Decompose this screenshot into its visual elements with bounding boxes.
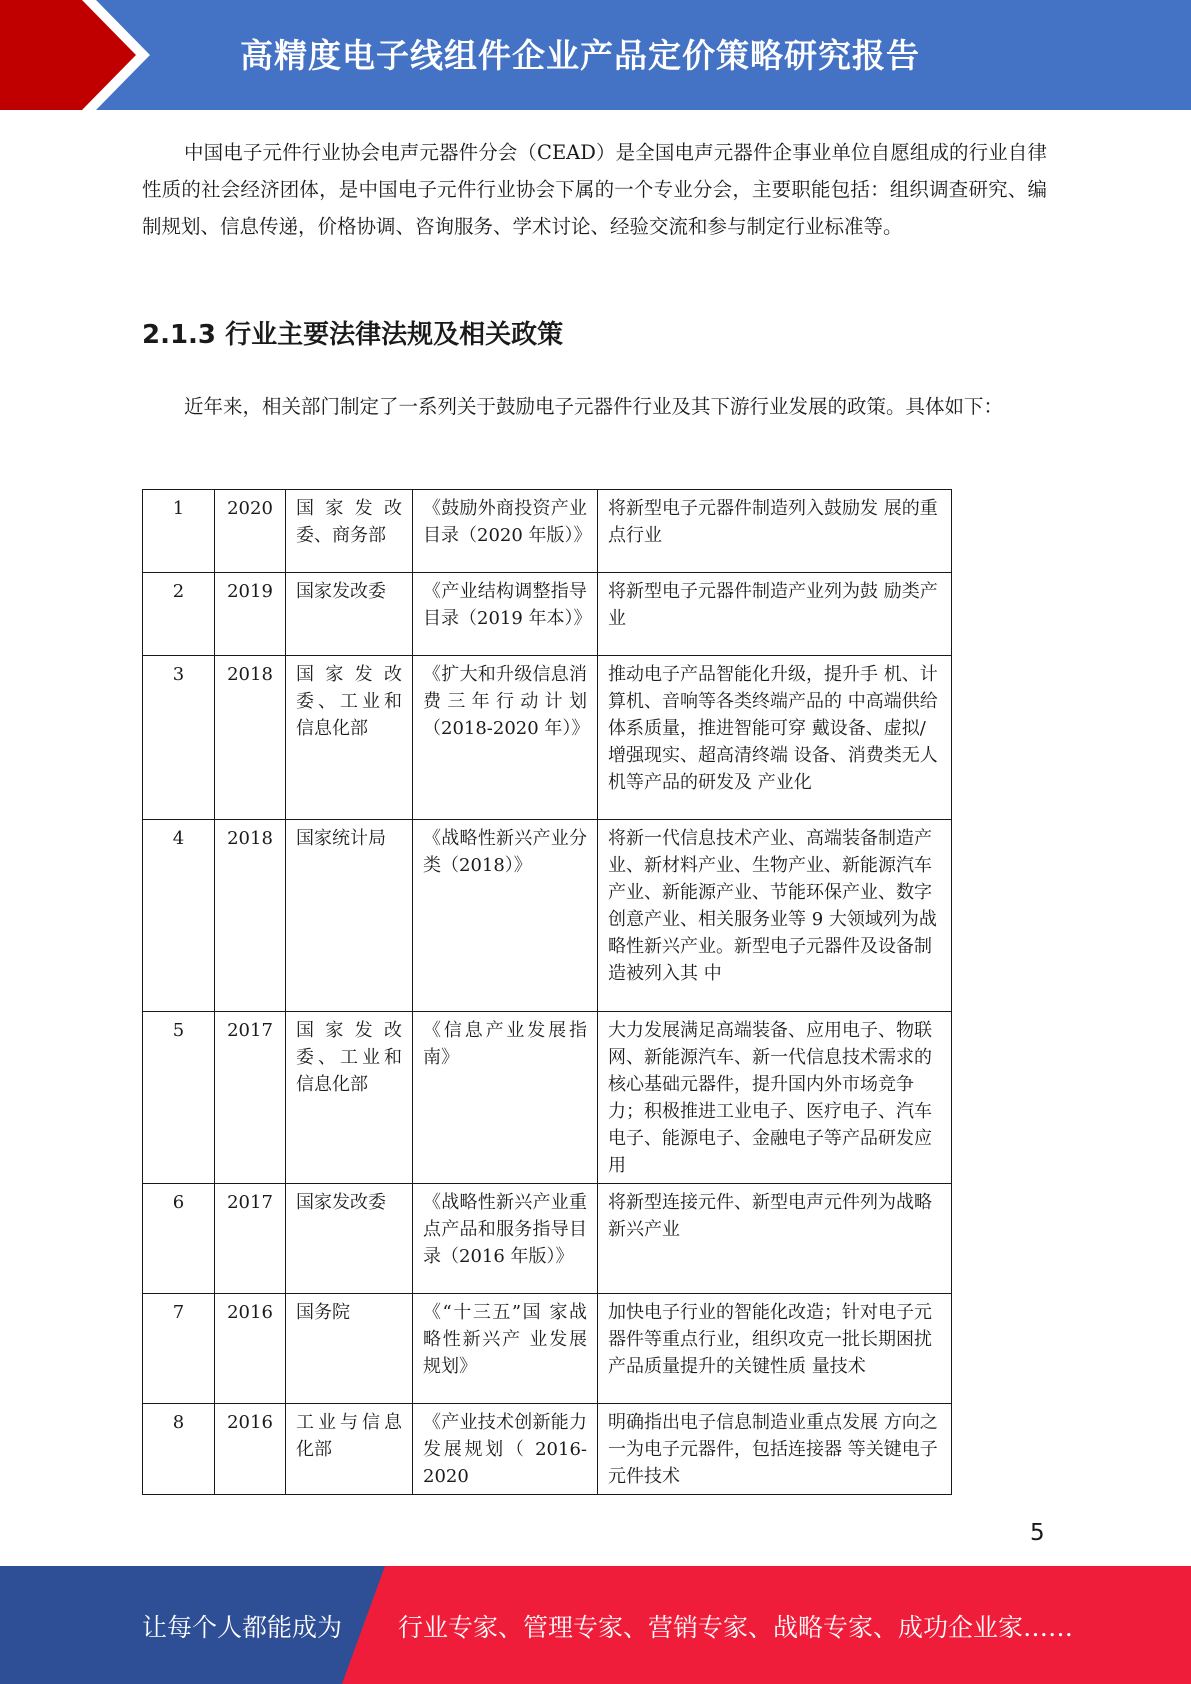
row-content: 加快电子行业的智能化改造；针对电子元器件等重点行业，组织攻克一批长期困扰产品质量提升的关键性质 量技术 bbox=[598, 1294, 952, 1404]
row-number: 6 bbox=[143, 1184, 215, 1294]
row-department: 国务院 bbox=[286, 1294, 413, 1404]
policy-intro-paragraph: 近年来，相关部门制定了一系列关于鼓励电子元器件行业及其下游行业发展的政策。具体如下： bbox=[184, 395, 1004, 418]
row-content: 将新型连接元件、新型电声元件列为战略新兴产业 bbox=[598, 1184, 952, 1294]
report-title: 高精度电子线组件企业产品定价策略研究报告 bbox=[240, 36, 920, 75]
row-year: 2018 bbox=[215, 656, 286, 820]
row-department: 国家统计局 bbox=[286, 820, 413, 1012]
page-footer bbox=[0, 1566, 1191, 1684]
row-year: 2016 bbox=[215, 1294, 286, 1404]
section-heading: 2.1.3 行业主要法律法规及相关政策 bbox=[142, 320, 564, 350]
row-content: 明确指出电子信息制造业重点发展 方向之一为电子元器件，包括连接器 等关键电子元件技术 bbox=[598, 1404, 952, 1495]
row-number: 3 bbox=[143, 656, 215, 820]
row-year: 2017 bbox=[215, 1184, 286, 1294]
row-department: 国家发改委、工业和信息化部 bbox=[286, 1012, 413, 1184]
table-row bbox=[143, 490, 952, 573]
row-department: 国家发改委 bbox=[286, 1184, 413, 1294]
table-row bbox=[143, 1404, 952, 1495]
policy-table bbox=[142, 489, 952, 1495]
row-number: 4 bbox=[143, 820, 215, 1012]
table-row bbox=[143, 820, 952, 1012]
intro-paragraph: 中国电子元件行业协会电声元器件分会（CEAD）是全国电声元器件企事业单位自愿组成的行业自律性质的社会经济团体，是中国电子元件行业协会下属的一个专业分会，主要职能包括：组织调查研究、编制规划、信息传递，价格协调、咨询服务、学术讨论、经验交流和参与制定行业标准等。 bbox=[142, 141, 1047, 238]
row-document: 《战略性新兴产业重点产品和服务指导目录（2016 年版）》 bbox=[413, 1184, 598, 1294]
row-document: 《战略性新兴产业分类（2018）》 bbox=[413, 820, 598, 1012]
row-department: 国家发改委、工业和信息化部 bbox=[286, 656, 413, 820]
row-document: 《信息产业发展指南》 bbox=[413, 1012, 598, 1184]
footer-slogan-left: 让每个人都能成为 bbox=[142, 1613, 343, 1642]
row-number: 5 bbox=[143, 1012, 215, 1184]
row-document: 《扩大和升级信息消费三年行动计划（2018-2020 年）》 bbox=[413, 656, 598, 820]
row-content: 将新型电子元器件制造产业列为鼓 励类产业 bbox=[598, 573, 952, 656]
page-header bbox=[0, 0, 1191, 110]
row-document: 《“十三五”国 家战略性新兴产 业发展规划》 bbox=[413, 1294, 598, 1404]
row-year: 2016 bbox=[215, 1404, 286, 1495]
row-year: 2018 bbox=[215, 820, 286, 1012]
row-content: 将新一代信息技术产业、高端装备制造产业、新材料产业、生物产业、新能源汽车产业、新能源产业、节能环保产业、数字创意产业、相关服务业等 9 大领域列为战略性新兴产业。新型电子元器件及设备制造被列入其 中 bbox=[598, 820, 952, 1012]
page-number: 5 bbox=[1030, 1520, 1045, 1546]
table-row bbox=[143, 1012, 952, 1184]
row-content: 将新型电子元器件制造列入鼓励发 展的重点行业 bbox=[598, 490, 952, 573]
footer-slogan-right: 行业专家、管理专家、营销专家、战略专家、成功企业家…… bbox=[398, 1613, 1074, 1642]
row-year: 2017 bbox=[215, 1012, 286, 1184]
row-department: 国家发改委、商务部 bbox=[286, 490, 413, 573]
row-document: 《产业技术创新能力发展规划（ 2016-2020 bbox=[413, 1404, 598, 1495]
row-department: 国家发改委 bbox=[286, 573, 413, 656]
row-number: 7 bbox=[143, 1294, 215, 1404]
row-content: 大力发展满足高端装备、应用电子、物联网、新能源汽车、新一代信息技术需求的核心基础元器件，提升国内外市场竞争力；积极推进工业电子、医疗电子、汽车电子、能源电子、金融电子等产品研发应用 bbox=[598, 1012, 952, 1184]
row-number: 1 bbox=[143, 490, 215, 573]
row-year: 2020 bbox=[215, 490, 286, 573]
table-row bbox=[143, 656, 952, 820]
table-row bbox=[143, 1184, 952, 1294]
row-department: 工业与信息化部 bbox=[286, 1404, 413, 1495]
row-number: 2 bbox=[143, 573, 215, 656]
row-document: 《鼓励外商投资产业目录（2020 年版）》 bbox=[413, 490, 598, 573]
table-row bbox=[143, 573, 952, 656]
row-year: 2019 bbox=[215, 573, 286, 656]
row-content: 推动电子产品智能化升级，提升手 机、计算机、音响等各类终端产品的 中高端供给体系质量，推进智能可穿 戴设备、虚拟/增强现实、超高清终端 设备、消费类无人机等产品的研发及 产业化 bbox=[598, 656, 952, 820]
table-row bbox=[143, 1294, 952, 1404]
row-document: 《产业结构调整指导目录（2019 年本）》 bbox=[413, 573, 598, 656]
row-number: 8 bbox=[143, 1404, 215, 1495]
